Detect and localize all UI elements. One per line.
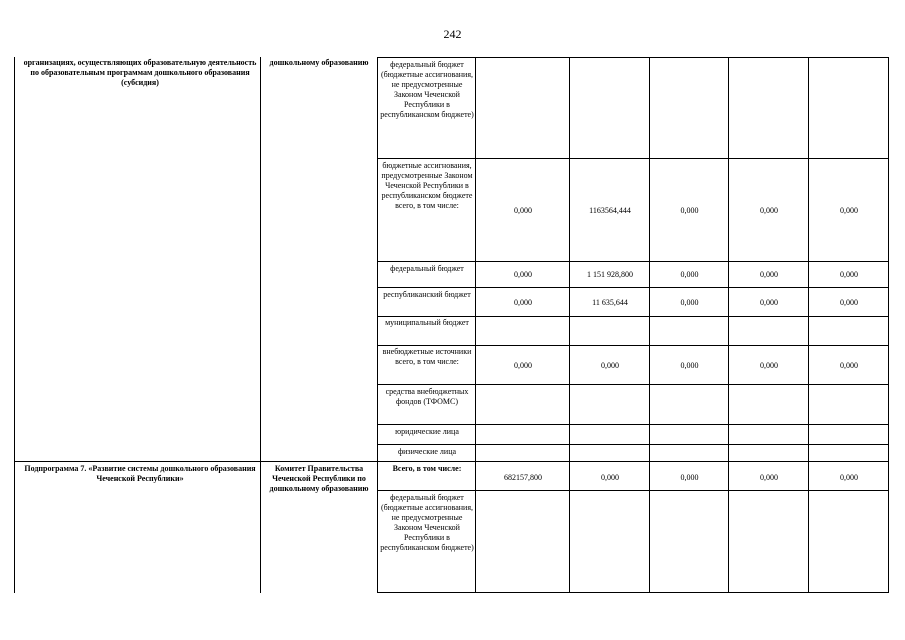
value-cell: 0,000 (680, 473, 699, 482)
page-number: 242 (443, 27, 462, 41)
grid-line (475, 57, 476, 593)
row-label: муниципальный бюджет (385, 318, 469, 327)
grid-line (377, 57, 889, 58)
value-cell: 0,000 (514, 206, 532, 215)
value-cell: 0,000 (760, 270, 778, 279)
value-cell: 0,000 (840, 473, 858, 482)
row-label: федеральный бюджет (бюджетные ассигнования, не предусмотренные Законом Чеченской Республики в республиканском бюджете) (380, 493, 474, 552)
grid-line (377, 287, 889, 288)
value-cell: 0,000 (680, 298, 699, 307)
grid-line (888, 57, 889, 593)
grid-line (377, 490, 889, 491)
subprogram-title: Подпрограмма 7. «Развитие системы дошкольного образования Чеченской Республики» (24, 464, 256, 483)
grid-line (377, 384, 889, 385)
value-cell: 11 635,644 (592, 298, 628, 307)
value-cell: 0,000 (760, 361, 778, 370)
value-cell: 0,000 (840, 298, 858, 307)
grid-line (569, 57, 570, 593)
value-cell: 0,000 (514, 361, 532, 370)
value-cell: 0,000 (840, 206, 858, 215)
row-label: физические лица (397, 447, 457, 456)
value-cell: 0,000 (680, 270, 699, 279)
value-cell: 0,000 (760, 298, 778, 307)
program-name-continued: организациях, осуществляющих образовательную деятельность по образовательным программам дошкольного образования (субсидия) (23, 58, 257, 87)
row-label: средства внебюджетных фондов (ТФОМС) (385, 387, 469, 406)
grid-line (808, 57, 809, 593)
grid-line (14, 461, 889, 462)
value-cell: 0,000 (840, 361, 858, 370)
grid-line (649, 57, 650, 593)
value-cell: 1163564,444 (589, 206, 631, 215)
grid-line (14, 57, 15, 593)
row-label: республиканский бюджет (383, 290, 471, 299)
grid-line (260, 57, 261, 593)
grid-line (377, 424, 889, 425)
value-cell: 0,000 (601, 361, 619, 370)
value-cell: 0,000 (514, 270, 532, 279)
value-cell: 0,000 (680, 361, 699, 370)
row-label: федеральный бюджет (390, 264, 464, 273)
grid-line (728, 57, 729, 593)
row-label: внебюджетные источники всего, в том числе: (382, 347, 472, 366)
grid-line (377, 592, 889, 593)
grid-line (377, 261, 889, 262)
row-label: юридические лица (395, 427, 459, 436)
subprogram-executor: Комитет Правительства Чеченской Республики по дошкольному образованию (269, 464, 369, 493)
value-cell: 0,000 (680, 206, 699, 215)
grid-line (377, 57, 378, 593)
value-cell: 1 151 928,800 (587, 270, 633, 279)
grid-line (377, 316, 889, 317)
value-cell: 0,000 (601, 473, 619, 482)
value-cell: 682157,800 (504, 473, 542, 482)
row-label: бюджетные ассигнования, предусмотренные Законом Чеченской Республики в республиканском бюджете всего, в том числе: (381, 161, 473, 210)
grid-line (377, 345, 889, 346)
value-cell: 0,000 (760, 473, 778, 482)
value-cell: 0,000 (760, 206, 778, 215)
grid-line (377, 444, 889, 445)
row-label: Всего, в том числе: (392, 464, 462, 473)
value-cell: 0,000 (514, 298, 532, 307)
row-label: федеральный бюджет (бюджетные ассигнования, не предусмотренные Законом Чеченской Республики в республиканском бюджете) (380, 60, 474, 119)
executor-name-continued: дошкольному образованию (269, 58, 369, 67)
grid-line (377, 158, 889, 159)
value-cell: 0,000 (840, 270, 858, 279)
